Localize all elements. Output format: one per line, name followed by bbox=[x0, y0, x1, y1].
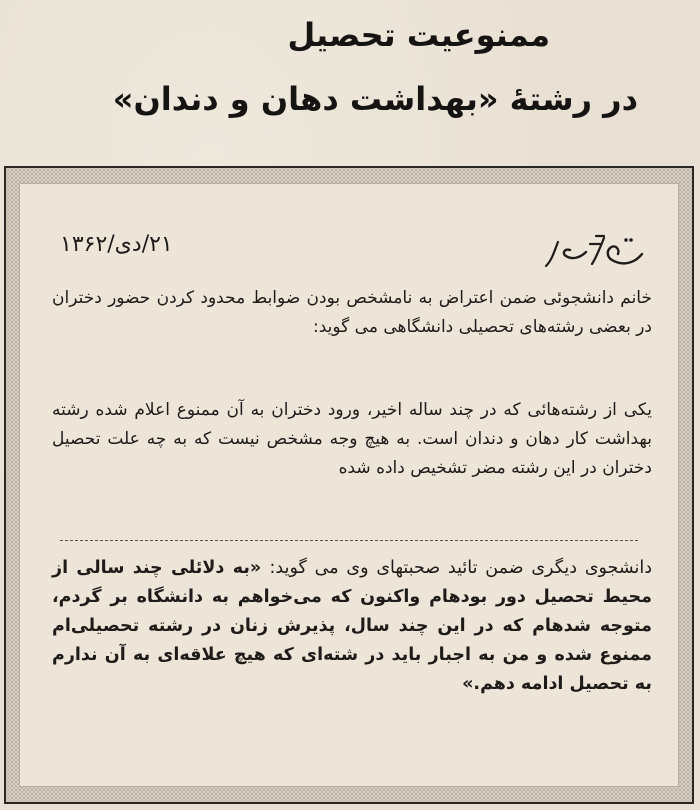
clipping-date: ۲۱/دی/۱۳۶۲ bbox=[60, 232, 173, 257]
second-student-quote: «به دلائلی چند سالی از محیط تحصیل دور بودهام واکنون که می‌خواهم به دانشگاه بر گردم، متوجه شدهام که در این چند سال، پذیرش زنان در رشته تحصیلی‌ام ممنوع شده و من به اجبار باید در شته‌ای که هیچ علاقه‌ای به آن ندارم به تحصیل ادامه دهم.» bbox=[52, 558, 652, 694]
headline-line-1: ممنوعیت تحصیل bbox=[287, 16, 550, 54]
dashed-divider bbox=[60, 540, 638, 541]
headline-line-2: در رشتهٔ «بهداشت دهان و دندان» bbox=[112, 80, 638, 118]
clipping-frame bbox=[4, 166, 694, 804]
paragraph-first-student: یکی از رشته‌هائی که در چند ساله اخیر، ورود دختران به آن ممنوع اعلام شده رشته بهداشت کار دهان و دندان است. به هیچ وجه مشخص نیست که به چه علت تحصیل دختران در این رشته مضر تشخیص داده شده bbox=[52, 400, 652, 478]
kayhan-logo bbox=[538, 224, 648, 276]
paragraph-intro: خانم دانشجوئی ضمن اعتراض به نامشخص بودن ضوابط محدود کردن حضور دختران در بعضی رشته‌های تحصیلی دانشگاهی می گوید: bbox=[52, 288, 652, 337]
paragraph-second-student bbox=[52, 554, 652, 699]
second-student-lead: دانشجوی دیگری ضمن تائید صحبتهای وی می گوید: bbox=[269, 558, 652, 578]
clipping-content bbox=[20, 184, 678, 786]
